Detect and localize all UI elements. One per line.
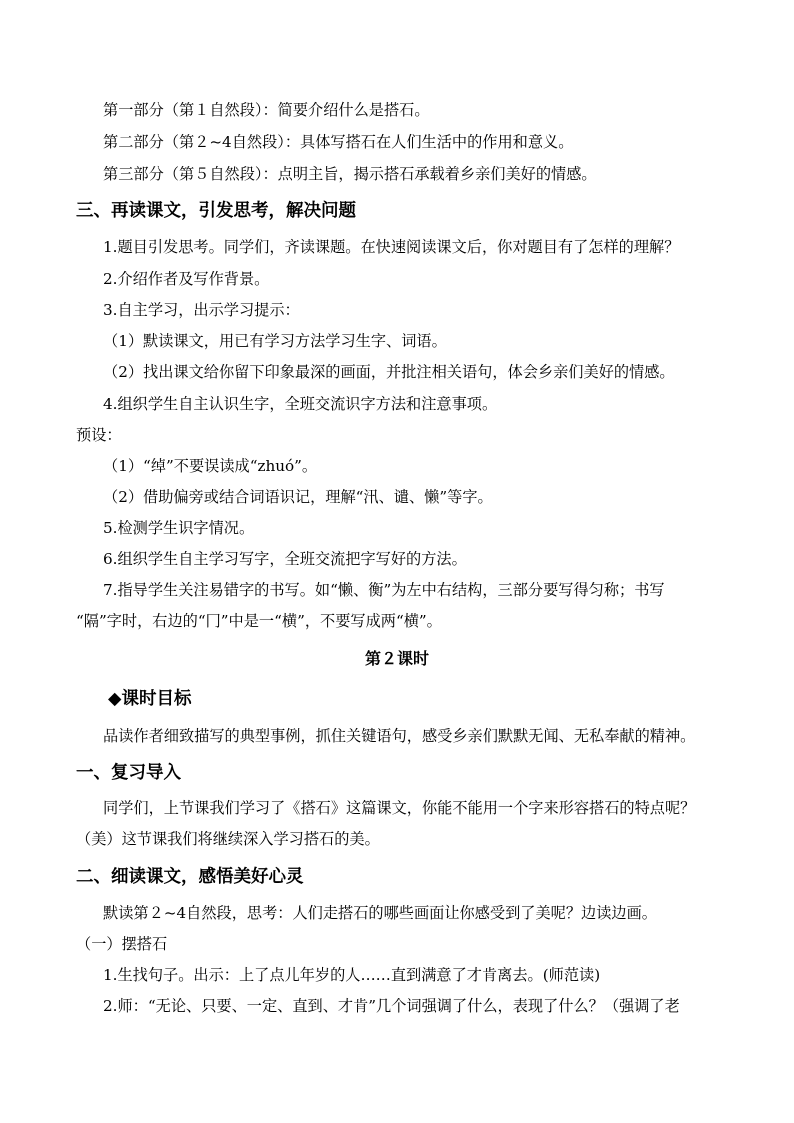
part1-text: 第一部分（第１自然段）：简要介绍什么是搭石。	[103, 101, 430, 119]
s3-item2: 2.介绍作者及写作背景。	[103, 270, 270, 288]
section3-heading: 三、再读课文，引发思考，解决问题	[76, 201, 356, 221]
s3-item6: 6.组织学生自主学习写字，全班交流把字写好的方法。	[103, 550, 467, 568]
s3-item5: 5.检测学生识字情况。	[103, 519, 255, 537]
sub1-heading: （一）摆搭石	[76, 935, 168, 953]
preset-item2: （2）借助偏旁或结合词语识记，理解“汛、谴、懒”等字。	[103, 488, 493, 506]
sub1-item1: 1.生找句子。出示：上了点儿年岁的人……直到满意了才肯离去。(师范读)	[103, 966, 601, 984]
s3-item7-line2: “隔”字时，右边的“冂”中是一“横”，不要写成两“横”。	[76, 612, 442, 630]
s3-item3-sub1: （1）默读课文，用已有学习方法学习生字、词语。	[103, 332, 447, 350]
s3-item3: 3.自主学习，出示学习提示：	[103, 301, 300, 319]
review-line2: （美）这节课我们将继续深入学习搭石的美。	[76, 830, 380, 848]
section2-heading: 二、细读课文，感悟美好心灵	[76, 867, 304, 887]
lesson2-title: 第２课时	[364, 649, 429, 668]
objective-heading: ◆课时目标	[108, 689, 192, 709]
review-line1: 同学们，上节课我们学习了《搭石》这篇课文，你能不能用一个字来形容搭石的特点呢？	[103, 799, 696, 817]
s3-item7-line1: 7.指导学生关注易错字的书写。如“懒、衡”为左中右结构，三部分要写得匀称；书写	[103, 581, 665, 599]
sub1-item2: 2.师：“无论、只要、一定、直到、才肯”几个词强调了什么，表现了什么？（强调了老	[103, 997, 680, 1015]
part2-text: 第二部分（第２~4自然段）：具体写搭石在人们生活中的作用和意义。	[103, 133, 574, 151]
s3-item3-sub2: （2）找出课文给你留下印象最深的画面，并批注相关语句，体会乡亲们美好的情感。	[103, 363, 675, 381]
review-heading: 一、复习导入	[76, 763, 181, 783]
s3-item1: 1.题目引发思考。同学们，齐读课题。在快速阅读课文后，你对题目有了怎样的理解？	[103, 238, 680, 256]
preset-item1: （1）“绰”不要误读成“zhuó”。	[103, 457, 318, 475]
section2-intro: 默读第２~4自然段，思考：人们走搭石的哪些画面让你感受到了美呢？边读边画。	[103, 904, 657, 922]
preset-label: 预设：	[76, 426, 122, 444]
objective-text: 品读作者细致描写的典型事例，抓住关键语句，感受乡亲们默默无闻、无私奉献的精神。	[103, 727, 696, 745]
s3-item4: 4.组织学生自主认识生字，全班交流识字方法和注意事项。	[103, 395, 498, 413]
part3-text: 第三部分（第５自然段）：点明主旨，揭示搭石承载着乡亲们美好的情感。	[103, 165, 597, 183]
